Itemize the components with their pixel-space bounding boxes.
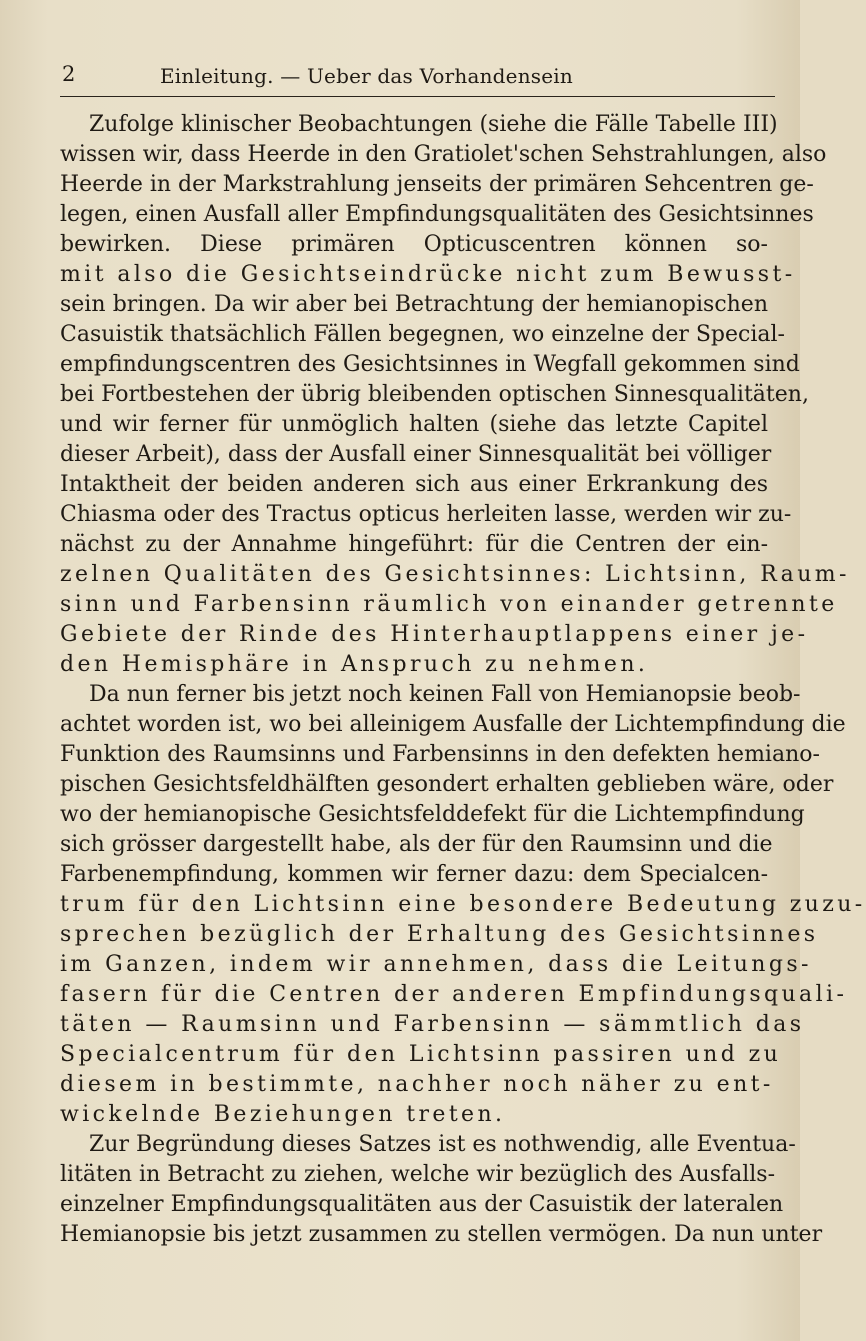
text-line: Zufolge klinischer Beobachtungen (siehe die Fälle Tabelle III) bbox=[89, 112, 778, 137]
text-line-spaced: trum für den Lichtsinn eine besondere Bedeutung zuzu- bbox=[60, 892, 866, 917]
text-line-spaced: fasern für die Centren der anderen Empfindungsquali- bbox=[60, 982, 848, 1007]
text-line: sein bringen. Da wir aber bei Betrachtung der hemianopischen bbox=[60, 292, 768, 317]
text-line: legen, einen Ausfall aller Empfindungsqualitäten des Gesichtsinnes bbox=[60, 202, 814, 227]
text-line-spaced: täten — Raumsinn und Farbensinn — sämmtlich das bbox=[60, 1012, 805, 1037]
text-line: nächst zu der Annahme hingeführt: für die Centren der ein- bbox=[60, 532, 768, 557]
text-line: Zur Begründung dieses Satzes ist es nothwendig, alle Eventua- bbox=[89, 1132, 796, 1157]
text-line-spaced: im Ganzen, indem wir annehmen, dass die Leitungs- bbox=[60, 952, 812, 977]
text-line: Hemianopsie bis jetzt zusammen zu stellen vermögen. Da nun unter bbox=[60, 1222, 823, 1247]
text-line-spaced: diesem in bestimmte, nachher noch näher zu ent- bbox=[60, 1072, 774, 1097]
text-line: litäten in Betracht zu ziehen, welche wir bezüglich des Ausfalls- bbox=[60, 1162, 776, 1187]
running-header bbox=[60, 62, 775, 97]
text-line-spaced: Gebiete der Rinde des Hinterhauptlappens einer je- bbox=[60, 622, 809, 647]
body-text bbox=[60, 110, 866, 1250]
text-line: empfindungscentren des Gesichtsinnes in Wegfall gekommen sind bbox=[60, 352, 800, 377]
running-header-title: Einleitung. — Ueber das Vorhandensein bbox=[160, 64, 573, 88]
text-line: Intaktheit der beiden anderen sich aus einer Erkrankung des bbox=[60, 472, 768, 497]
text-line: einzelner Empfindungsqualitäten aus der Casuistik der lateralen bbox=[60, 1192, 784, 1217]
text-line: wo der hemianopische Gesichtsfelddefekt für die Lichtempfindung bbox=[60, 802, 805, 827]
text-line: Funktion des Raumsinns und Farbensinns in den defekten hemiano- bbox=[60, 742, 820, 767]
text-line: Farbenempfindung, kommen wir ferner dazu: dem Specialcen- bbox=[60, 862, 768, 887]
text-line-spaced: zelnen Qualitäten des Gesichtsinnes: Lichtsinn, Raum- bbox=[60, 562, 850, 587]
page-number: 2 bbox=[62, 62, 76, 86]
text-line: Chiasma oder des Tractus opticus herleiten lasse, werden wir zu- bbox=[60, 502, 792, 527]
text-line: wissen wir, dass Heerde in den Gratiolet'schen Sehstrahlungen, also bbox=[60, 142, 827, 167]
text-line: Da nun ferner bis jetzt noch keinen Fall von Hemianopsie beob- bbox=[89, 682, 801, 707]
text-line: sich grösser dargestellt habe, als der für den Raumsinn und die bbox=[60, 832, 773, 857]
text-line: bei Fortbestehen der übrig bleibenden optischen Sinnesqualitäten, bbox=[60, 382, 809, 407]
text-line-spaced: Specialcentrum für den Lichtsinn passiren und zu bbox=[60, 1042, 782, 1067]
text-line: und wir ferner für unmöglich halten (siehe das letzte Capitel bbox=[60, 412, 768, 437]
text-line: achtet worden ist, wo bei alleinigem Ausfalle der Lichtempfindung die bbox=[60, 712, 846, 737]
text-line: bewirken. Diese primären Opticuscentren können so- bbox=[60, 232, 768, 257]
text-line-spaced: sprechen bezüglich der Erhaltung des Gesichtsinnes bbox=[60, 922, 819, 947]
text-line: pischen Gesichtsfeldhälften gesondert erhalten geblieben wäre, oder bbox=[60, 772, 834, 797]
text-line-spaced: sinn und Farbensinn räumlich von einander getrennte bbox=[60, 592, 838, 617]
text-line-spaced: wickelnde Beziehungen treten. bbox=[60, 1102, 506, 1127]
text-line: dieser Arbeit), dass der Ausfall einer Sinnesqualität bei völliger bbox=[60, 442, 772, 467]
text-line-spaced: mit also die Gesichtseindrücke nicht zum Bewusst- bbox=[60, 262, 796, 287]
text-line-spaced: den Hemisphäre in Anspruch zu nehmen. bbox=[60, 652, 649, 677]
text-line: Casuistik thatsächlich Fällen begegnen, wo einzelne der Special- bbox=[60, 322, 785, 347]
text-line: Heerde in der Markstrahlung jenseits der primären Sehcentren ge- bbox=[60, 172, 814, 197]
